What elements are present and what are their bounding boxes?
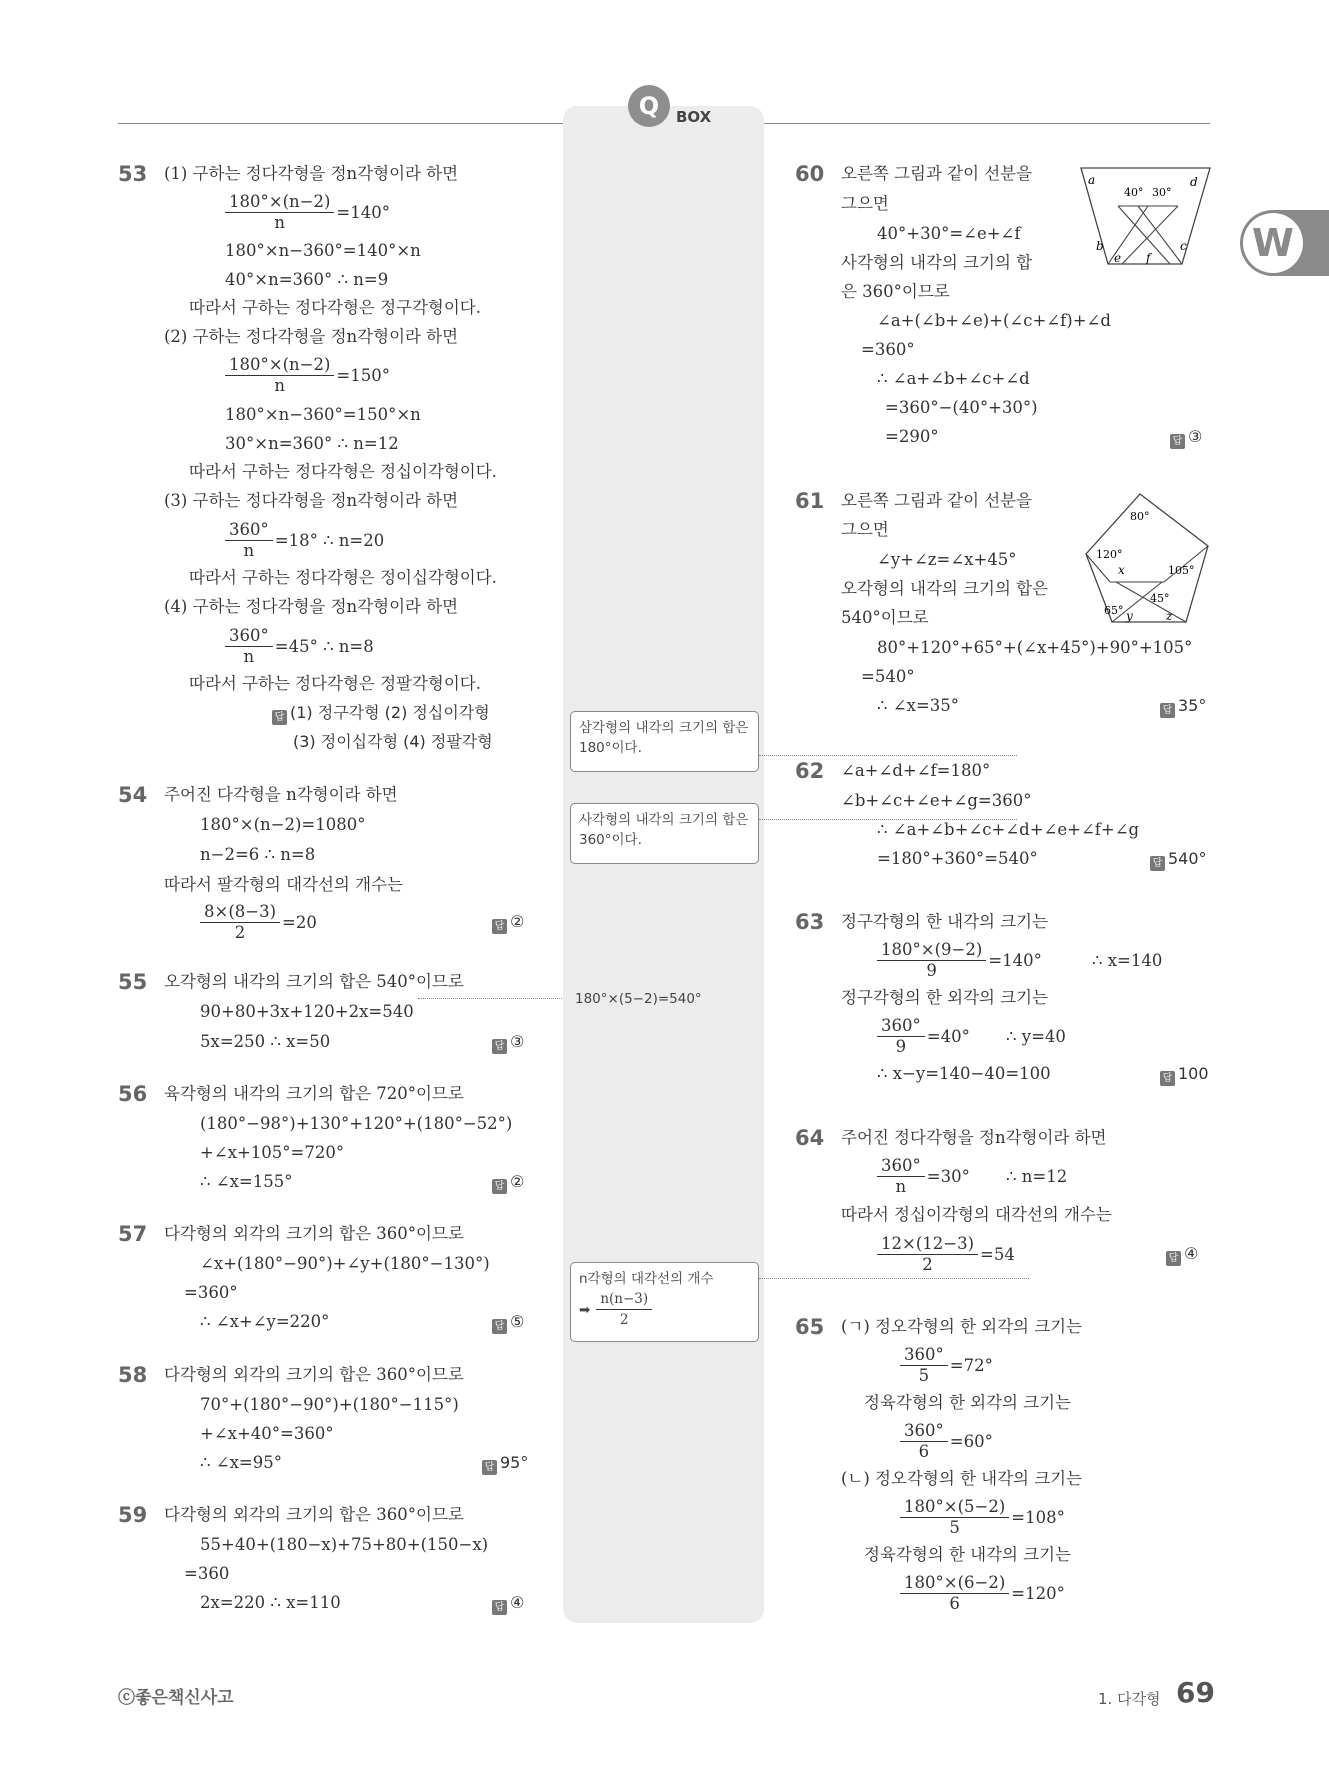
numerator: 180°×(n−2) (225, 192, 334, 213)
problem-number: 63 (795, 910, 825, 934)
pentagon-figure (1082, 490, 1212, 630)
text-line: (4) 구하는 정다각형을 정n각형이라 하면 (164, 597, 459, 616)
text-line: 오각형의 내각의 크기의 합은 (841, 579, 1049, 598)
label-y: y (1126, 609, 1133, 623)
answer-icon: 답 (1170, 434, 1185, 449)
text-line: 주어진 다각형을 n각형이라 하면 (164, 785, 398, 804)
text-line: n−2=6 ∴ n=8 (200, 845, 316, 864)
answer-icon: 답 (492, 1179, 507, 1194)
text-line: (ㄱ) 정오각형의 한 외각의 크기는 (841, 1317, 1083, 1336)
result: =30° (926, 1167, 970, 1186)
section-title: 1. 다각형 (1098, 1690, 1161, 1708)
numerator: 180°×(5−2) (900, 1497, 1009, 1518)
denominator: n (274, 213, 286, 232)
answer: 답 ⑤ (492, 1311, 524, 1334)
qbox-note-pentagon-sum: 180°×(5−2)=540° (575, 991, 702, 1007)
answer: 답 ② (492, 911, 524, 934)
angle-45: 45° (1150, 592, 1170, 605)
text-line: 은 360°이므로 (841, 282, 950, 301)
angle-65: 65° (1104, 604, 1124, 617)
text-line: 40°×n=360° ∴ n=9 (225, 270, 389, 289)
text-line: =360 (184, 1564, 230, 1583)
text-line: 정육각형의 한 외각의 크기는 (864, 1393, 1072, 1412)
result: =140° (336, 203, 390, 222)
note-leader (418, 998, 562, 999)
text-line: =540° (861, 667, 915, 686)
answer-icon: 답 (492, 1600, 507, 1615)
fraction-equation (877, 940, 1042, 981)
problem-number: 59 (118, 1503, 148, 1527)
text-line: 오른쪽 그림과 같이 선분을 (841, 164, 1033, 183)
text-line: ∴ x=140 (1092, 951, 1163, 970)
text-line: ∴ y=40 (1006, 1027, 1066, 1046)
text-line: 사각형의 내각의 크기의 합 (841, 253, 1033, 272)
answer-icon: 답 (492, 1319, 507, 1334)
text-line: ∴ ∠x=95° (200, 1453, 282, 1472)
answer: 답 (1) 정구각형 (2) 정십이각형 (272, 702, 490, 725)
fraction-equation (877, 1234, 1015, 1275)
answer: 답 ③ (1170, 426, 1202, 449)
result: =40° (926, 1027, 970, 1046)
text-line: =360°−(40°+30°) (885, 398, 1038, 417)
fraction-equation (900, 1421, 993, 1462)
fraction-equation (225, 192, 390, 233)
numerator: 180°×(n−2) (225, 355, 334, 376)
text-line: 다각형의 외각의 크기의 합은 360°이므로 (164, 1365, 464, 1384)
text-line: 55+40+(180−x)+75+80+(150−x) (200, 1535, 489, 1554)
qbox-column (563, 106, 764, 1623)
text-line: ∴ ∠x=35° (877, 696, 959, 715)
text-line: 따라서 구하는 정다각형은 정이십각형이다. (189, 568, 497, 587)
qbox-note-quadrilateral: 사각형의 내각의 크기의 합은 360°이다. (570, 803, 759, 864)
text-line: 정육각형의 한 내각의 크기는 (864, 1545, 1072, 1564)
problem-number: 57 (118, 1222, 148, 1246)
result: =60° (949, 1432, 993, 1451)
numerator: 360° (900, 1345, 948, 1366)
denominator: n (243, 541, 255, 560)
denominator: 2 (922, 1255, 933, 1274)
label-d: d (1190, 175, 1198, 189)
text-line: =360° (184, 1283, 238, 1302)
text-line: ∴ ∠x=155° (200, 1172, 293, 1191)
fraction-equation (900, 1497, 1065, 1538)
numerator: 360° (877, 1156, 925, 1177)
text-line: 180°×n−360°=140°×n (225, 241, 421, 260)
answer-icon: 답 (272, 710, 287, 725)
angle-80: 80° (1130, 510, 1150, 523)
text-line: 180°×(n−2)=1080° (200, 815, 366, 834)
answer-icon: 답 (482, 1460, 497, 1475)
angle-40: 40° (1124, 186, 1144, 199)
problem-number: 60 (795, 162, 825, 186)
denominator: 5 (918, 1366, 930, 1385)
text-line: (3) 구하는 정다각형을 정n각형이라 하면 (164, 491, 459, 510)
text-line: ∴ ∠a+∠b+∠c+∠d (877, 369, 1030, 388)
answer: (3) 정이십각형 (4) 정팔각형 (293, 732, 493, 751)
problem-number: 65 (795, 1315, 825, 1339)
denominator: 9 (895, 1037, 907, 1056)
numerator: 8×(8−3) (200, 902, 280, 923)
denominator: 2 (234, 923, 246, 942)
result: =108° (1011, 1508, 1065, 1527)
text-line: 따라서 구하는 정다각형은 정팔각형이다. (189, 674, 481, 693)
result: =72° (949, 1356, 993, 1375)
text-line: =180°+360°=540° (877, 849, 1038, 868)
problem-number: 64 (795, 1126, 825, 1150)
text-line: ∠b+∠c+∠e+∠g=360° (841, 791, 1032, 810)
text-line: 70°+(180°−90°)+(180°−115°) (200, 1395, 459, 1414)
side-tab-letter: W (1243, 213, 1303, 273)
text-line: 540°이므로 (841, 608, 929, 627)
text-line: 180°×n−360°=150°×n (225, 405, 421, 424)
text-line: ∴ n=12 (1006, 1167, 1068, 1186)
answer-icon: 답 (1160, 703, 1175, 718)
denominator: n (895, 1177, 907, 1196)
text-line: 90+80+3x+120+2x=540 (200, 1002, 414, 1021)
problem-number: 53 (118, 162, 148, 186)
text-line: 40°+30°=∠e+∠f (877, 224, 1021, 243)
qbox-note-triangle: 삼각형의 내각의 크기의 합은 180°이다. (570, 711, 759, 772)
fraction-equation (225, 626, 374, 667)
numerator: 12×(12−3) (877, 1234, 978, 1255)
answer: 답 35° (1160, 695, 1206, 718)
text-line: 따라서 정십이각형의 대각선의 개수는 (841, 1205, 1112, 1224)
result: =20 (282, 913, 317, 932)
text-line: 오른쪽 그림과 같이 선분을 (841, 491, 1033, 510)
text-line: ∠a+(∠b+∠e)+(∠c+∠f)+∠d (877, 311, 1111, 330)
denominator: 9 (926, 961, 937, 980)
text-line: (180°−98°)+130°+120°+(180°−52°) (200, 1114, 513, 1133)
publisher: ⓒ좋은책신사고 (118, 1688, 234, 1708)
denominator: 6 (918, 1442, 930, 1461)
label-a: a (1088, 173, 1096, 187)
result: =18° ∴ n=20 (274, 531, 385, 550)
arrow-icon: ➡ (579, 1301, 591, 1318)
text-line: 그으면 (841, 194, 889, 213)
text-line: 그으면 (841, 520, 889, 539)
fraction-equation (900, 1345, 993, 1386)
fraction-equation (877, 1016, 970, 1057)
text-line: 오각형의 내각의 크기의 합은 540°이므로 (164, 972, 464, 991)
answer-icon: 답 (1166, 1251, 1181, 1266)
answer: 답 ③ (492, 1031, 524, 1054)
numerator: 180°×(9−2) (877, 940, 986, 961)
answer: 답 ② (492, 1171, 524, 1194)
note-leader (759, 755, 1017, 756)
text-line: 30°×n=360° ∴ n=12 (225, 434, 399, 453)
text-line: 정구각형의 한 외각의 크기는 (841, 988, 1049, 1007)
answer: 답 540° (1150, 848, 1207, 871)
problem-number: 62 (795, 759, 825, 783)
denominator: 6 (949, 1594, 960, 1613)
label-c: c (1180, 239, 1187, 253)
result: =140° (988, 951, 1042, 970)
text-line: 따라서 구하는 정다각형은 정구각형이다. (189, 298, 481, 317)
text-line: (ㄴ) 정오각형의 한 내각의 크기는 (841, 1469, 1083, 1488)
text-line: 육각형의 내각의 크기의 합은 720°이므로 (164, 1084, 464, 1103)
answer-icon: 답 (1150, 856, 1165, 871)
quadrilateral-figure (1078, 164, 1213, 270)
numerator: 360° (225, 520, 273, 541)
denominator: 5 (949, 1518, 960, 1537)
text-line: ∠a+∠d+∠f=180° (841, 761, 991, 780)
result: =54 (980, 1245, 1015, 1264)
note-leader (759, 1278, 1029, 1279)
qbox-logo: Q (628, 85, 670, 127)
text-line: +∠x+105°=720° (200, 1143, 345, 1162)
problem-number: 55 (118, 970, 148, 994)
text-line: =290° (885, 427, 939, 446)
qbox-label: BOX (676, 108, 712, 126)
denominator: n (274, 376, 286, 395)
fraction-equation (877, 1156, 970, 1197)
text-line: 주어진 정다각형을 정n각형이라 하면 (841, 1128, 1107, 1147)
answer-icon: 답 (492, 1039, 507, 1054)
answer-icon: 답 (492, 919, 507, 934)
problem-number: 61 (795, 489, 825, 513)
result: =120° (1011, 1584, 1065, 1603)
answer: 답 ④ (1166, 1243, 1198, 1266)
text-line: ∴ ∠a+∠b+∠c+∠d+∠e+∠f+∠g (877, 820, 1140, 839)
numerator: 360° (900, 1421, 948, 1442)
text-line: 다각형의 외각의 크기의 합은 360°이므로 (164, 1505, 464, 1524)
text-line: 따라서 팔각형의 대각선의 개수는 (164, 875, 403, 894)
answer: 답 95° (482, 1452, 528, 1475)
fraction-equation (225, 355, 390, 396)
text-line: 따라서 구하는 정다각형은 정십이각형이다. (189, 462, 497, 481)
text-line: 2x=220 ∴ x=110 (200, 1593, 341, 1612)
qbox-note-diagonals: n각형의 대각선의 개수 ➡ n(n−3) 2 (570, 1262, 759, 1342)
text-line: ∴ x−y=140−40=100 (877, 1064, 1051, 1083)
answer: 답 ④ (492, 1592, 524, 1615)
label-f: f (1146, 251, 1151, 265)
angle-30: 30° (1152, 186, 1172, 199)
page-number: 69 (1176, 1676, 1215, 1709)
angle-105: 105° (1168, 564, 1195, 577)
numerator: 180°×(6−2) (900, 1573, 1009, 1594)
angle-120: 120° (1096, 548, 1123, 561)
text-line: ∴ ∠x+∠y=220° (200, 1312, 330, 1331)
problem-number: 54 (118, 783, 148, 807)
denominator: n (243, 647, 255, 666)
text-line: (1) 구하는 정다각형을 정n각형이라 하면 (164, 164, 459, 183)
text-line: (2) 구하는 정다각형을 정n각형이라 하면 (164, 327, 459, 346)
numerator: 360° (225, 626, 273, 647)
result: =150° (336, 366, 390, 385)
fraction-equation (200, 902, 317, 943)
answer-icon: 답 (1160, 1071, 1175, 1086)
text-line: 정구각형의 한 내각의 크기는 (841, 912, 1049, 931)
text-line: 5x=250 ∴ x=50 (200, 1032, 331, 1051)
label-b: b (1096, 239, 1104, 253)
numerator: 360° (877, 1016, 925, 1037)
text-line: 80°+120°+65°+(∠x+45°)+90°+105° (877, 638, 1193, 657)
text-line: 다각형의 외각의 크기의 합은 360°이므로 (164, 1224, 464, 1243)
fraction-equation (900, 1573, 1065, 1614)
label-z: z (1166, 609, 1173, 623)
header-rule-left (118, 123, 563, 124)
label-e: e (1114, 251, 1122, 265)
label-x: x (1118, 563, 1125, 577)
header-rule-right (764, 123, 1210, 124)
problem-number: 58 (118, 1363, 148, 1387)
text-line: ∠y+∠z=∠x+45° (877, 550, 1017, 569)
answer: 답 100 (1160, 1063, 1209, 1086)
problem-number: 56 (118, 1082, 148, 1106)
result: =45° ∴ n=8 (274, 637, 374, 656)
text-line: +∠x+40°=360° (200, 1424, 334, 1443)
fraction-equation (225, 520, 384, 561)
text-line: =360° (861, 340, 915, 359)
text-line: ∠x+(180°−90°)+∠y+(180°−130°) (200, 1254, 490, 1273)
